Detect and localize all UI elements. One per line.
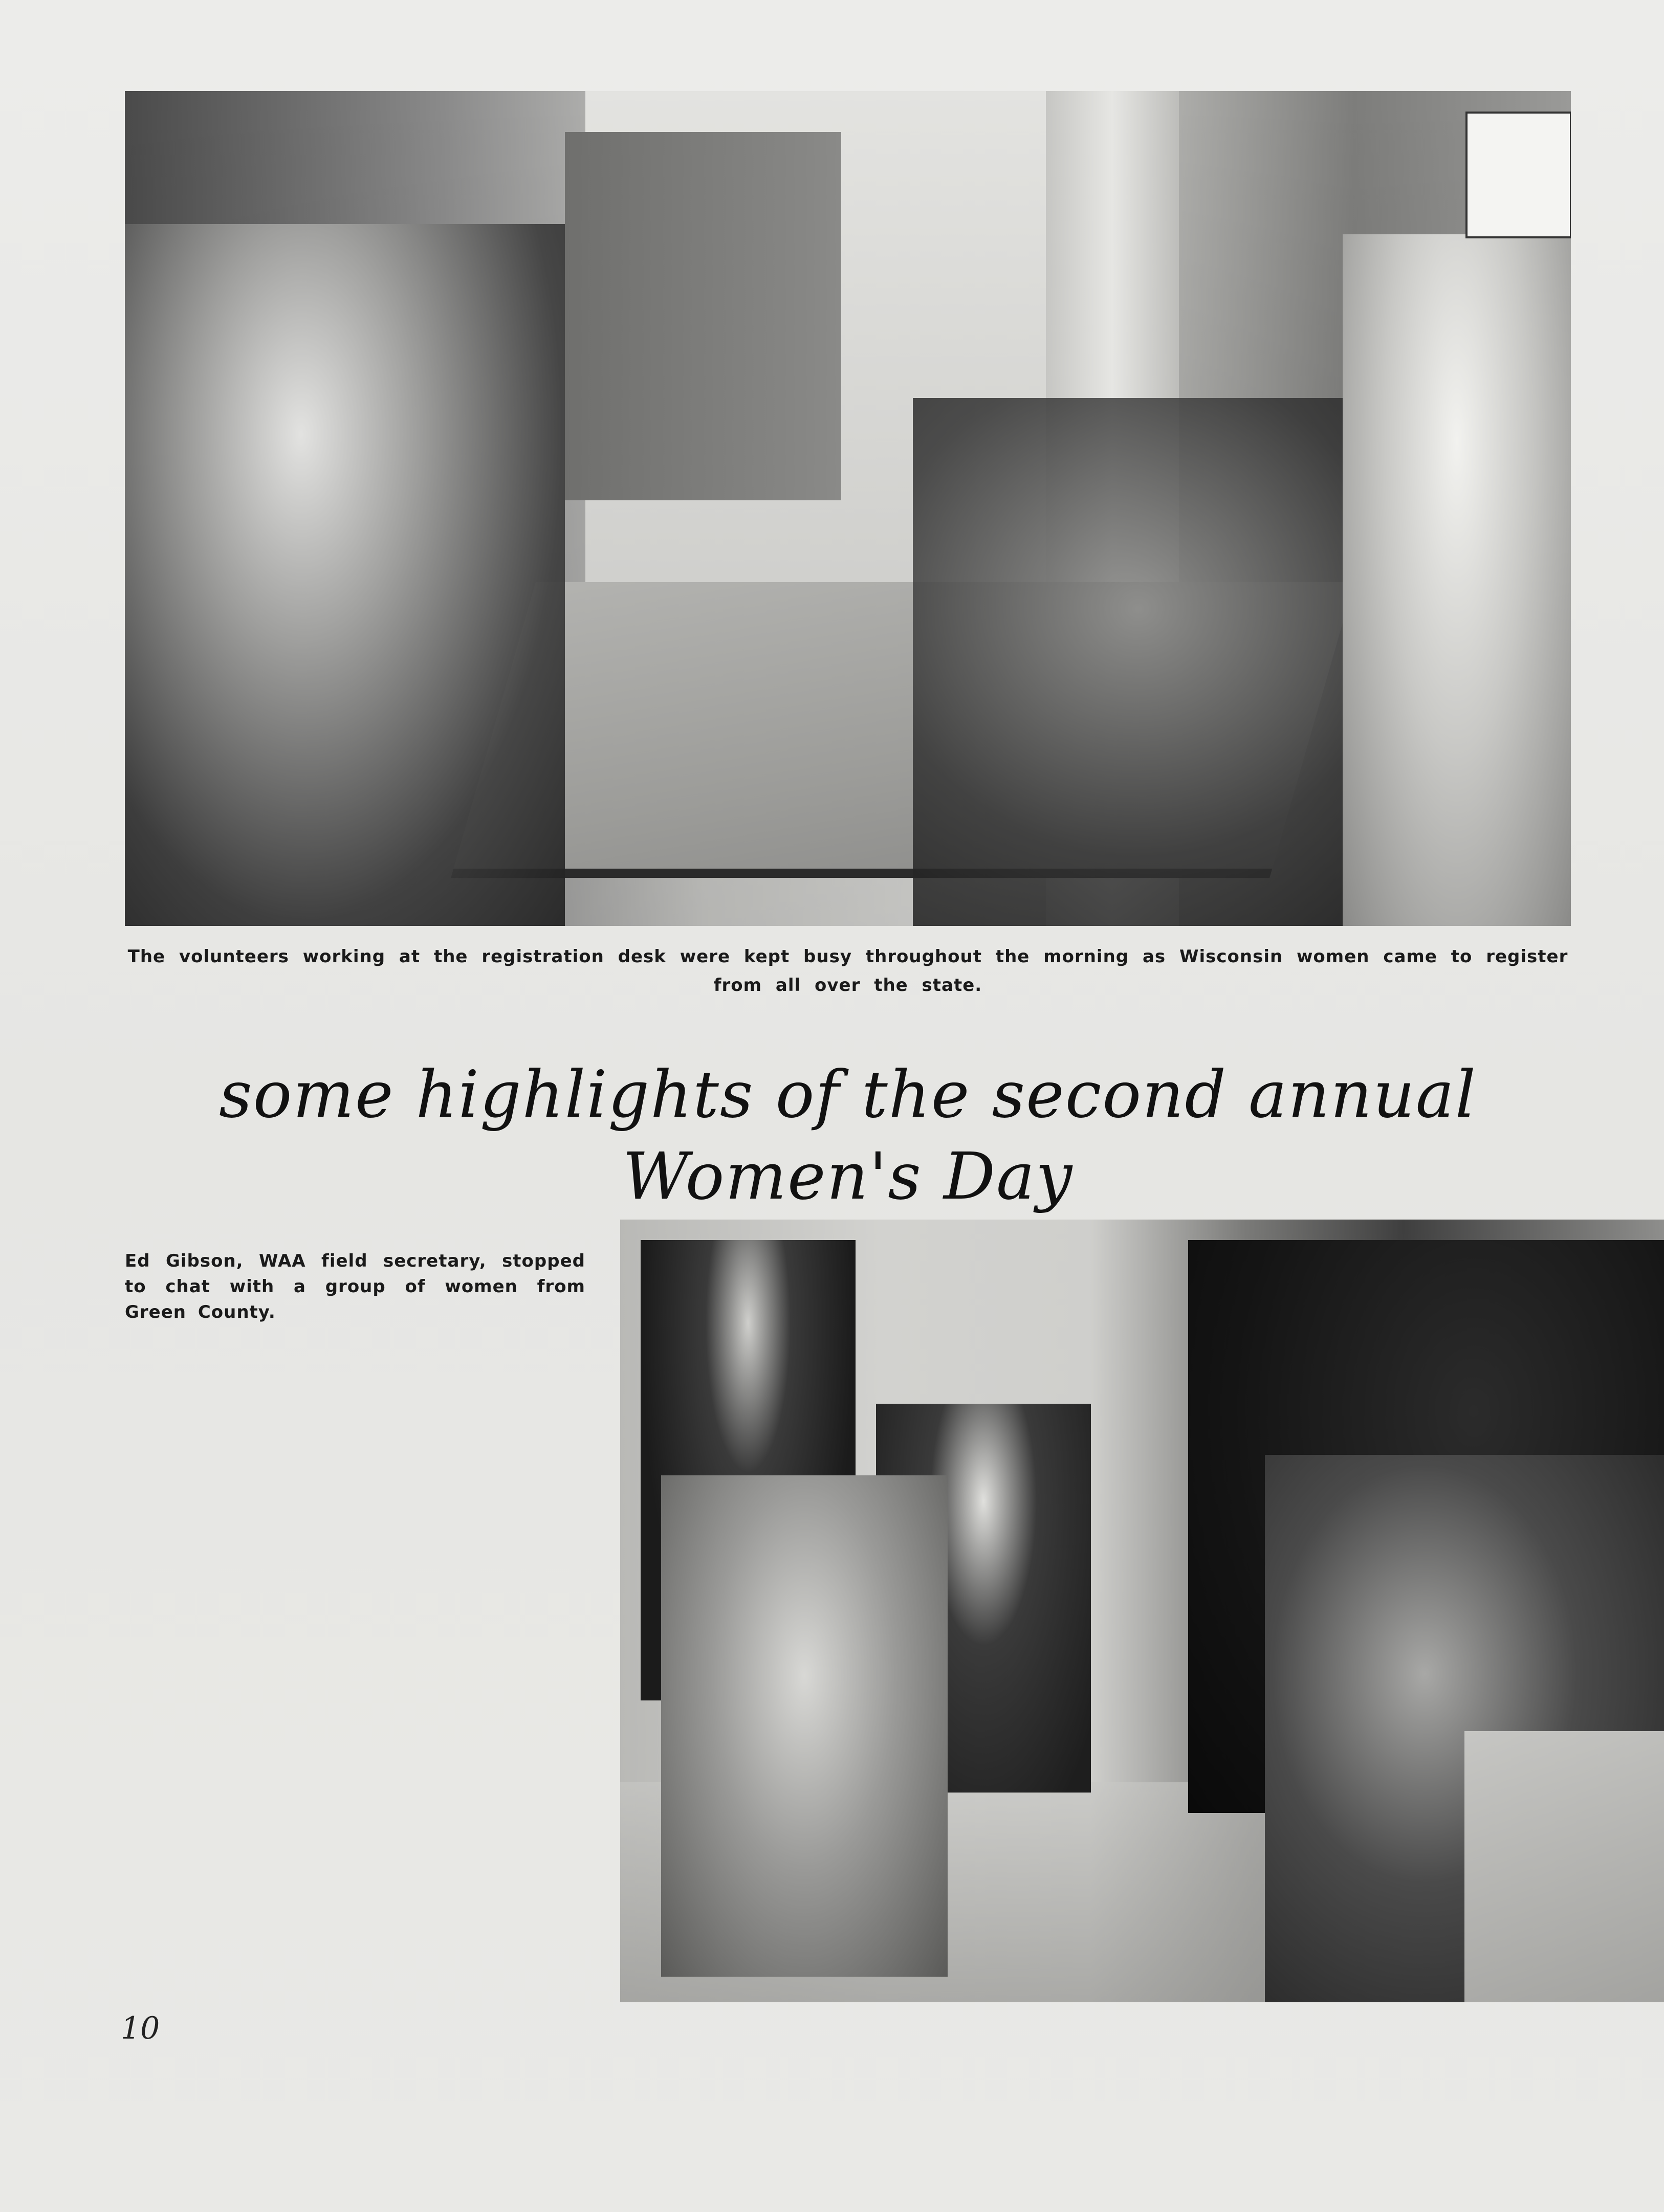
seated-woman-chair bbox=[661, 1475, 948, 1977]
doorway bbox=[565, 132, 841, 500]
sofa bbox=[1464, 1731, 1664, 2002]
lounge-photo bbox=[620, 1220, 1664, 2002]
registration-sign bbox=[1465, 112, 1571, 238]
bottom-photo-caption: Ed Gibson, WAA field secretary, stopped to chat with a group of women from Green County. bbox=[125, 1251, 585, 1322]
page-number: 10 bbox=[121, 2010, 160, 2046]
registration-desk-photo bbox=[125, 91, 1571, 926]
standing-woman bbox=[1343, 234, 1571, 926]
top-photo-caption: The volunteers working at the registration desk were kept busy throughout the morning as Wisconsin women came to register from all over the state. bbox=[127, 946, 1568, 996]
standing-crowd bbox=[125, 224, 565, 926]
page-headline: some highlights of the second annual Women's Day bbox=[218, 1057, 1477, 1214]
